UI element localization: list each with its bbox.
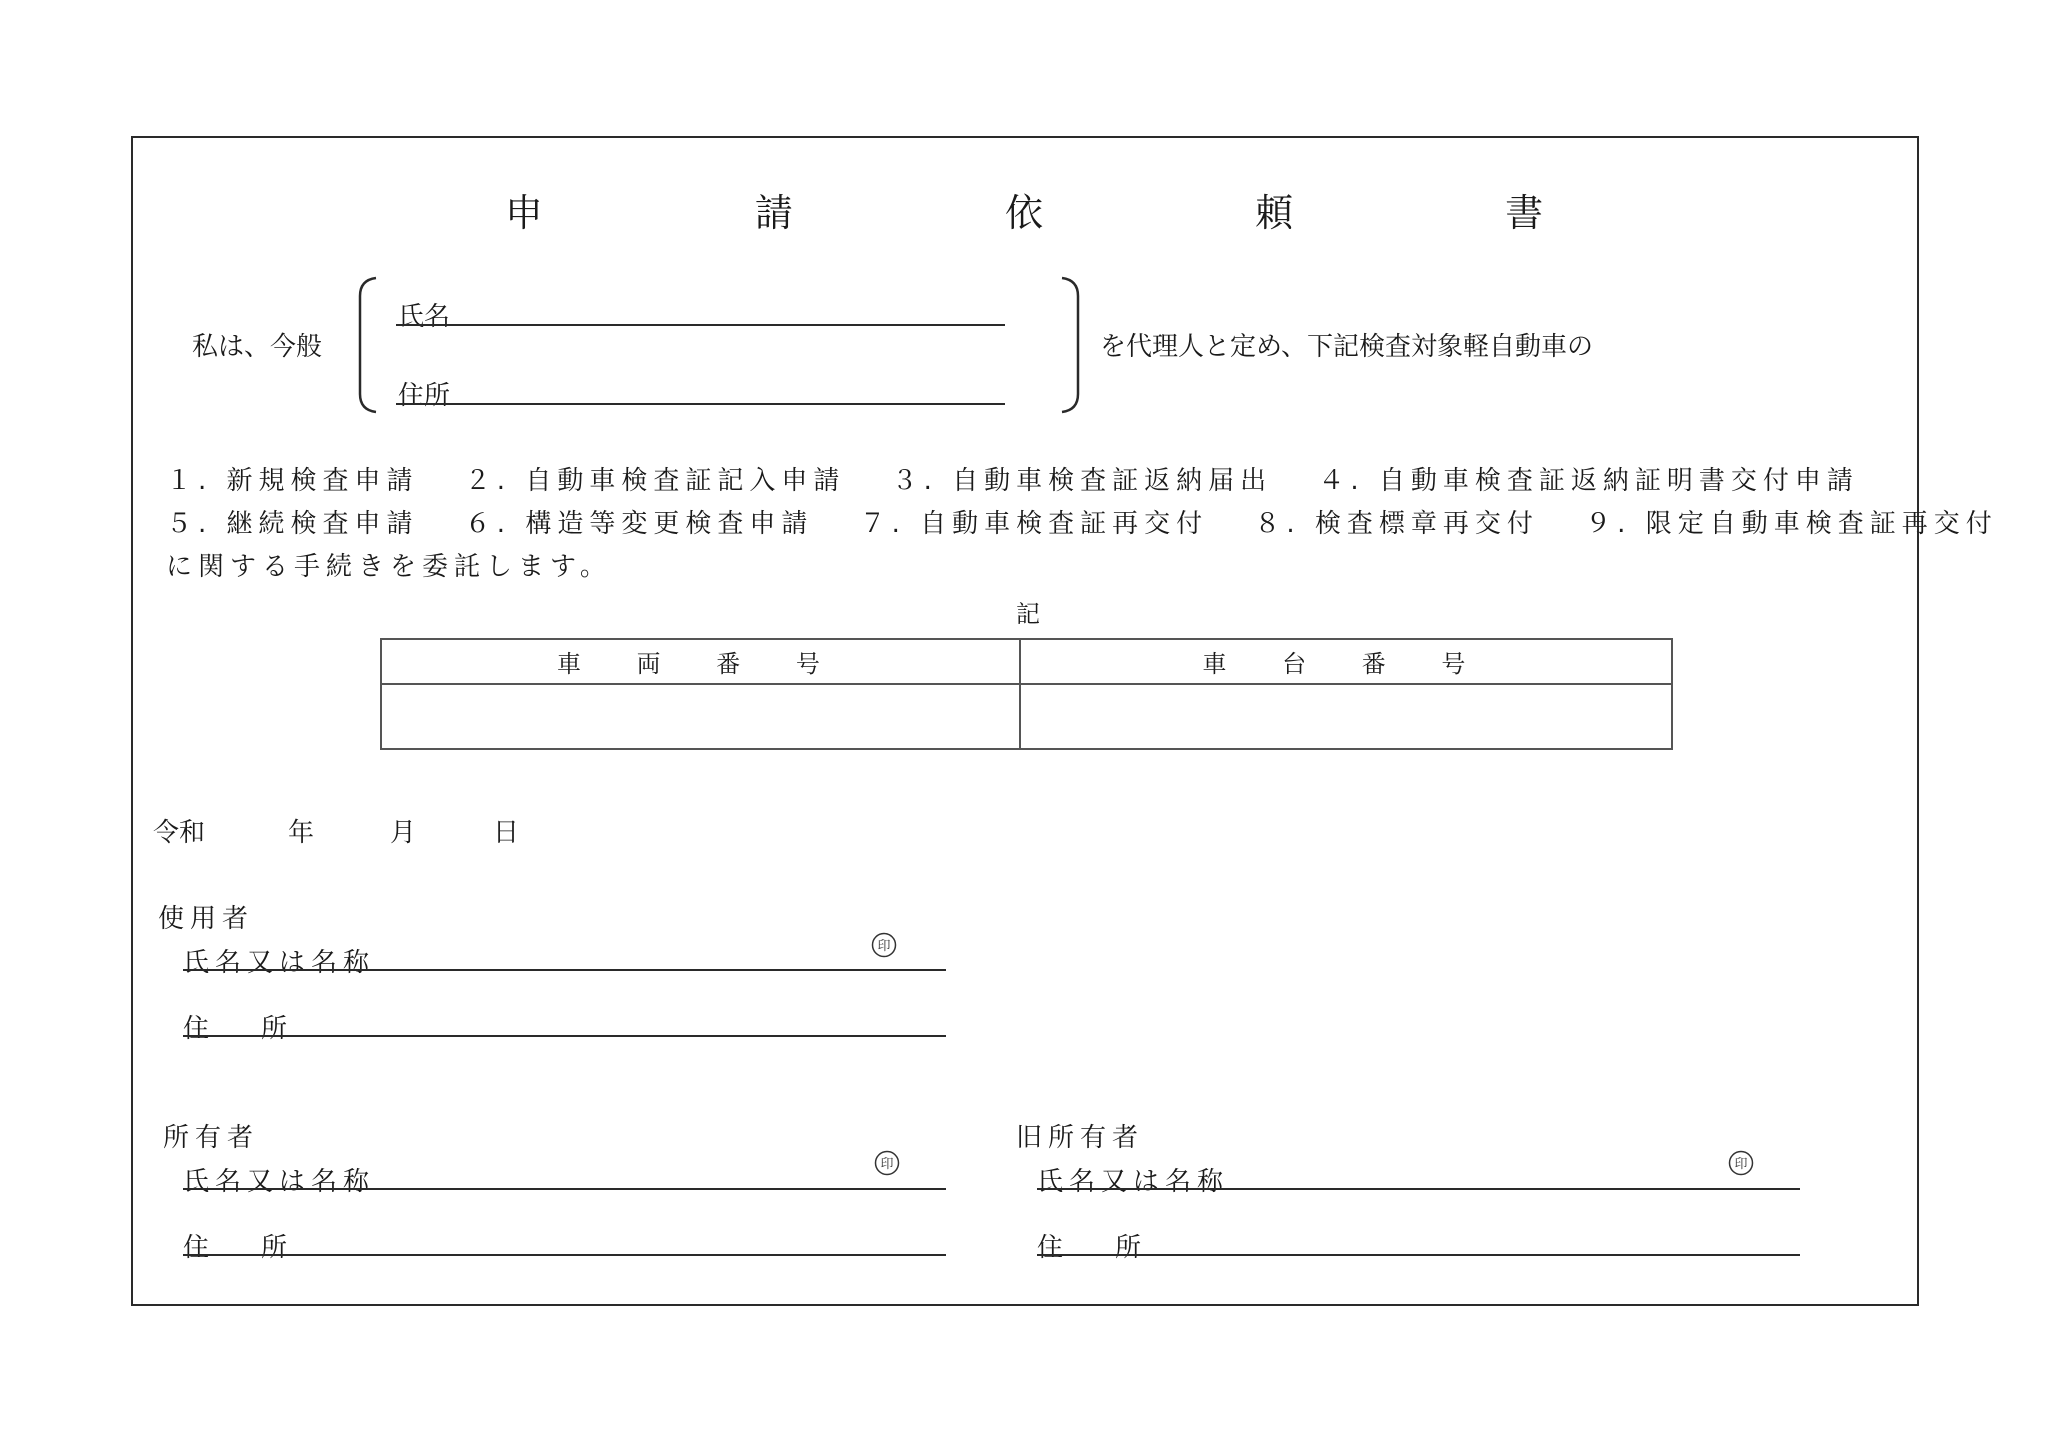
svg-text:印: 印 xyxy=(1734,1157,1748,1172)
former-owner-address-label: 住 所 xyxy=(1037,1233,1142,1263)
ki-label: 記 xyxy=(1016,600,1040,628)
svg-text:印: 印 xyxy=(880,1157,894,1172)
date-year: 年 xyxy=(288,818,315,848)
agent-address-line[interactable] xyxy=(396,403,1005,405)
procedures-line-1: １. 新規検査申請 ２. 自動車検査証記入申請 ３. 自動車検査証返納届出 ４. 自動車検査証返納証明書交付申請 xyxy=(166,466,1859,496)
owner-heading: 所有者 xyxy=(163,1123,260,1153)
user-name-line[interactable] xyxy=(183,969,946,971)
vehicle-number-header: 車 両 番 号 xyxy=(381,639,1020,684)
vehicle-table xyxy=(380,638,1673,750)
date-era: 令和 xyxy=(153,818,206,848)
agent-name-label: 氏名 xyxy=(398,302,451,332)
former-owner-address-line[interactable] xyxy=(1037,1254,1800,1256)
former-owner-name-line[interactable] xyxy=(1037,1188,1800,1190)
procedures-line-3: に関する手続きを委託します。 xyxy=(166,552,612,582)
owner-address-label: 住 所 xyxy=(183,1233,288,1263)
former-owner-heading: 旧所有者 xyxy=(1016,1123,1145,1153)
owner-address-line[interactable] xyxy=(183,1254,946,1256)
owner-seal-icon xyxy=(874,1150,900,1176)
document-title: 申 請 依 頼 書 xyxy=(504,191,1644,235)
svg-text:印: 印 xyxy=(877,939,891,954)
date-day: 日 xyxy=(493,818,520,848)
former-owner-name-label: 氏名又は名称 xyxy=(1037,1167,1230,1197)
agent-name-line[interactable] xyxy=(396,324,1005,326)
procedures-line-2: ５. 継続検査申請 ６. 構造等変更検査申請 ７. 自動車検査証再交付 ８. 検査標章再交付 ９. 限定自動車検査証再交付 xyxy=(166,509,1998,539)
owner-name-line[interactable] xyxy=(183,1188,946,1190)
user-name-label: 氏名又は名称 xyxy=(183,948,376,978)
user-address-label: 住 所 xyxy=(183,1014,288,1044)
former-owner-seal-icon xyxy=(1728,1150,1754,1176)
user-seal-icon xyxy=(871,932,897,958)
owner-name-label: 氏名又は名称 xyxy=(183,1167,376,1197)
chassis-number-cell[interactable] xyxy=(1020,684,1672,749)
right-bracket xyxy=(1058,276,1082,414)
user-heading: 使用者 xyxy=(158,904,255,934)
intro-prefix: 私は、今般 xyxy=(192,332,323,362)
user-address-line[interactable] xyxy=(183,1035,946,1037)
vehicle-number-cell[interactable] xyxy=(381,684,1020,749)
chassis-number-header: 車 台 番 号 xyxy=(1020,639,1672,684)
intro-suffix: を代理人と定め、下記検査対象軽自動車の xyxy=(1100,332,1593,362)
left-bracket xyxy=(356,276,380,414)
date-month: 月 xyxy=(390,818,417,848)
agent-address-label: 住所 xyxy=(398,381,451,411)
